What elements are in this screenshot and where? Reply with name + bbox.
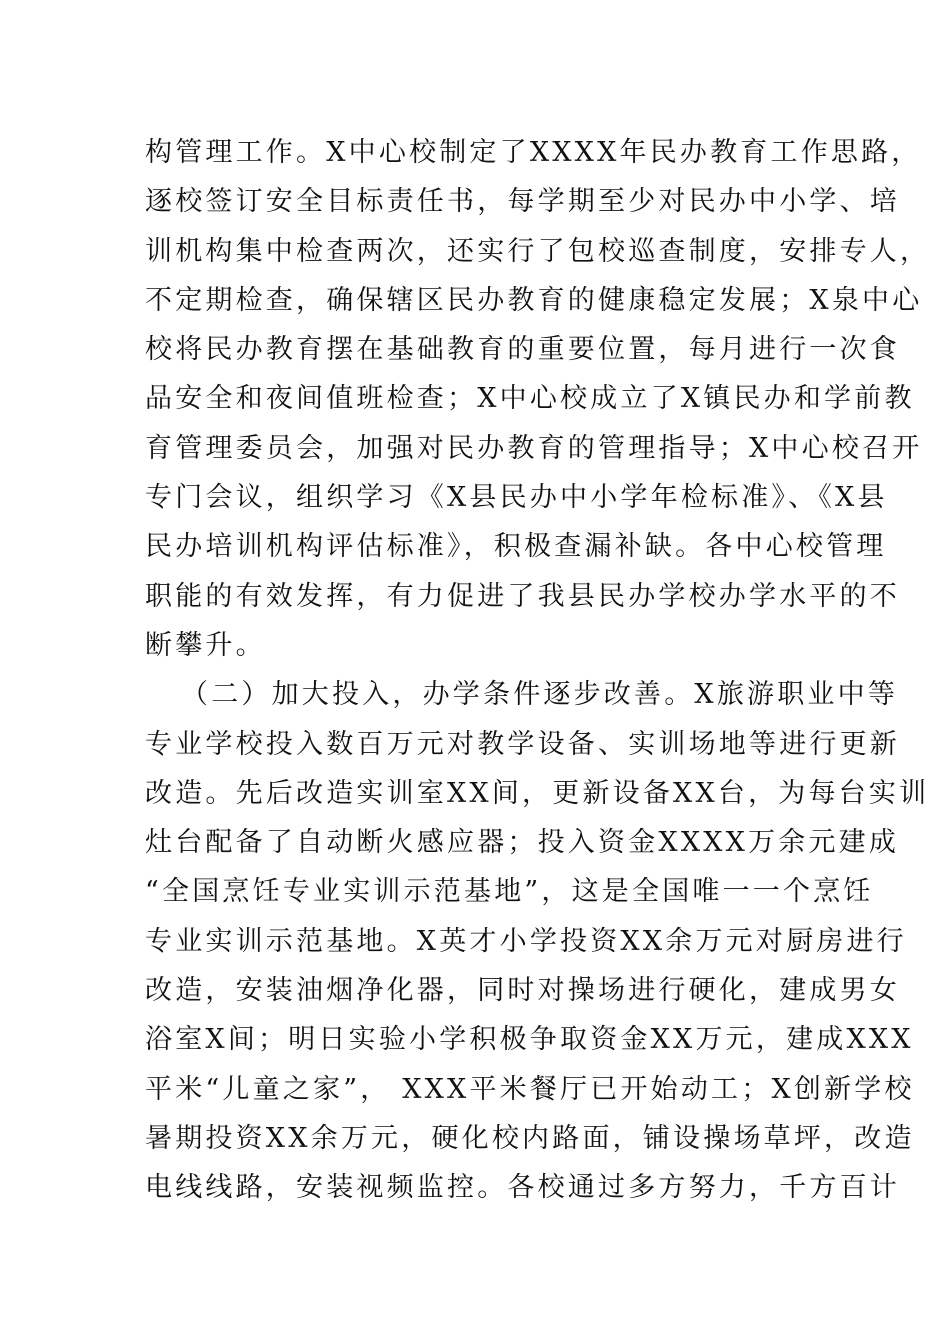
text-line: 育管理委员会，加强对民办教育的管理指导；X中心校召开	[145, 432, 923, 464]
body-text	[145, 128, 931, 1213]
text-line: 训机构集中检查两次，还实行了包校巡查制度，安排专人，	[145, 235, 931, 267]
text-line: 专门会议，组织学习《X县民办中小学年检标准》、《X县	[145, 482, 888, 514]
text-line: 改造，安装油烟净化器，同时对操场进行硬化，建成男女	[145, 975, 900, 1007]
paragraph-1	[145, 128, 931, 670]
text-line: 断攀升。	[145, 629, 266, 661]
text-line: 不定期检查，确保辖区民办教育的健康稳定发展；X泉中心	[145, 284, 923, 316]
text-line: 校将民办教育摆在基础教育的重要位置，每月进行一次食	[145, 334, 900, 366]
text-line: 平米“儿童之家”， XXX平米餐厅已开始动工；X创新学校	[145, 1073, 915, 1105]
text-line: “全国烹饪专业实训示范基地”，这是全国唯一一个烹饪	[145, 876, 874, 908]
text-line: 浴室X间；明日实验小学积极争取资金XX万元，建成XXX	[145, 1024, 914, 1056]
text-line: 灶台配备了自动断火感应器；投入资金XXXX万余元建成	[145, 827, 900, 859]
text-line: 逐校签订安全目标责任书，每学期至少对民办中小学、培	[145, 186, 900, 218]
text-line: 专业学校投入数百万元对教学设备、实训场地等进行更新	[145, 728, 900, 760]
text-line: 专业实训示范基地。X英才小学投资XX余万元对厨房进行	[145, 925, 907, 957]
text-line: 品安全和夜间值班检查；X中心校成立了X镇民办和学前教	[145, 383, 915, 415]
text-line: 改造。先后改造实训室XX间，更新设备XX台，为每台实训	[145, 777, 930, 809]
text-line: 暑期投资XX余万元，硬化校内路面，铺设操场草坪，改造	[145, 1122, 915, 1154]
text-line: 民办培训机构评估标准》，积极查漏补缺。各中心校管理	[145, 531, 887, 563]
text-line: 电线线路，安装视频监控。各校通过多方努力，千方百计	[145, 1172, 900, 1204]
paragraph-2	[145, 670, 930, 1212]
section-heading-line: （二）加大投入，办学条件逐步改善。X旅游职业中等	[181, 679, 899, 711]
text-line: 职能的有效发挥，有力促进了我县民办学校办学水平的不	[145, 580, 900, 612]
text-line: 构管理工作。X中心校制定了XXXX年民办教育工作思路，	[145, 137, 922, 168]
